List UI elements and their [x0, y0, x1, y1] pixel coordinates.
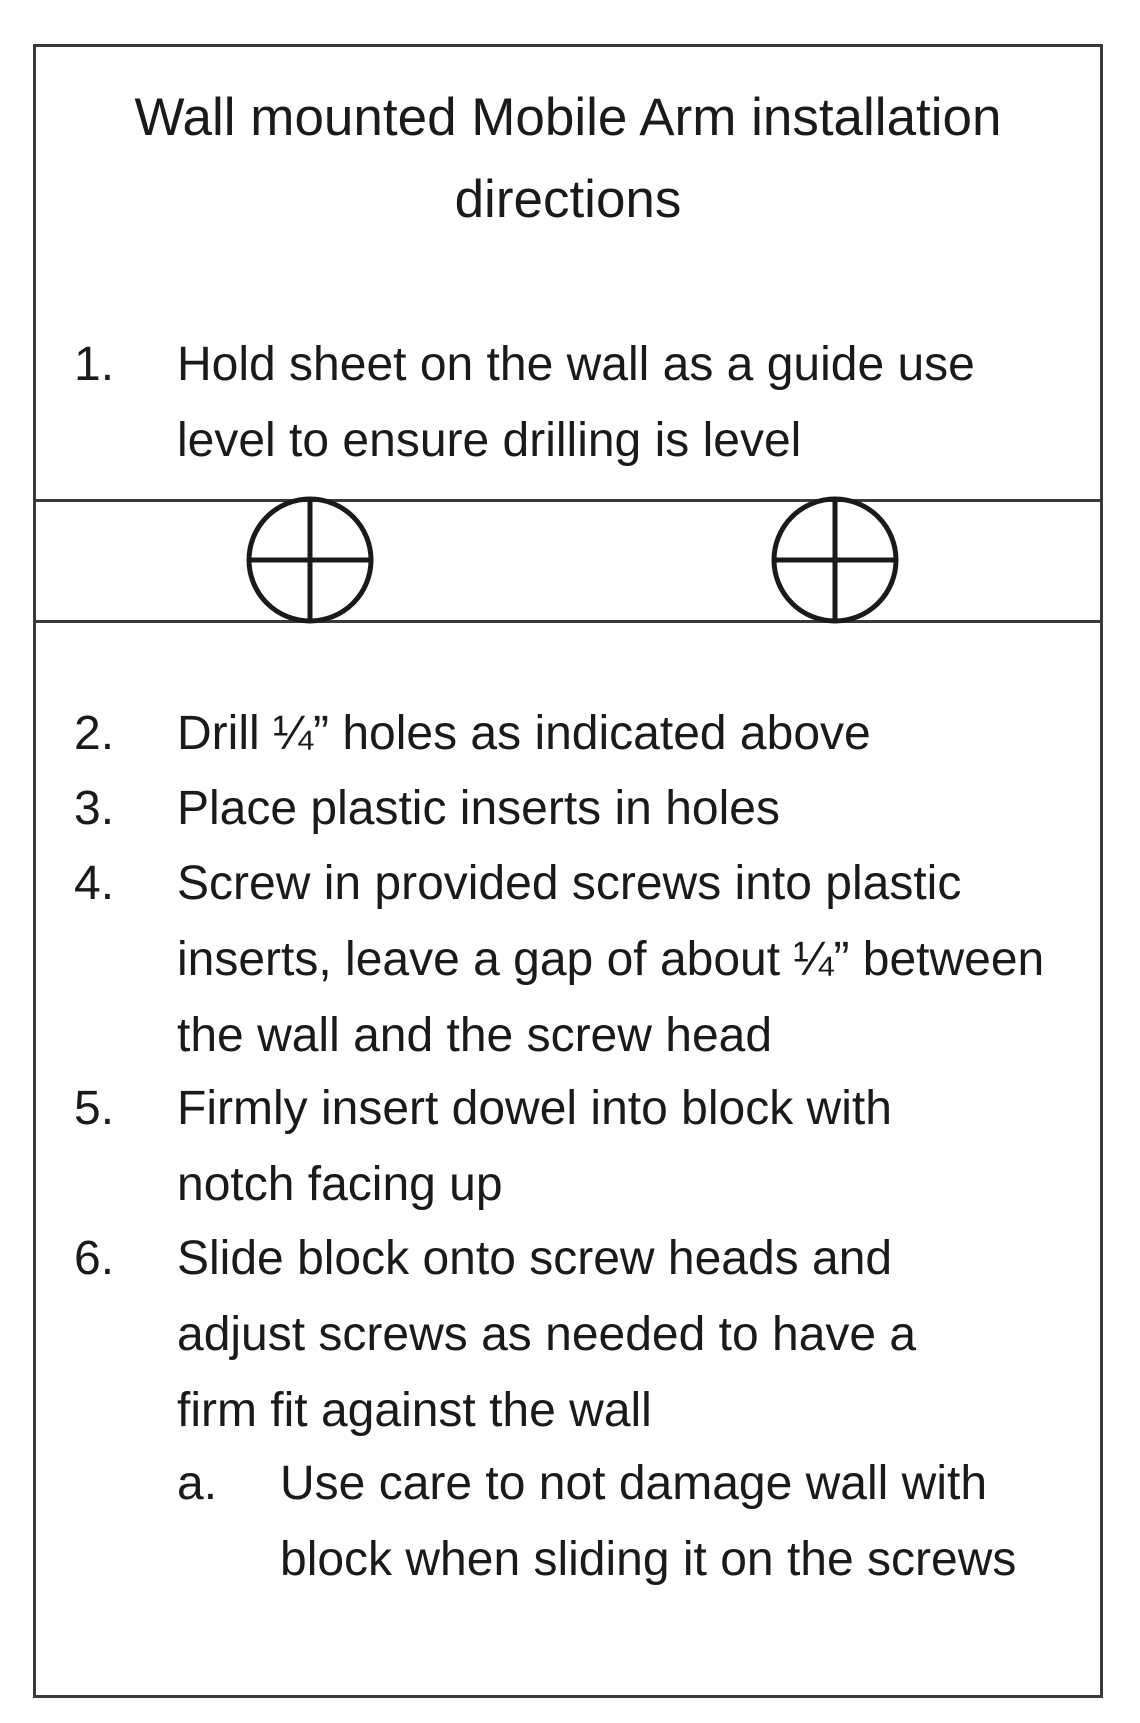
step-text: Slide block onto screw heads and adjust screws as needed to have a firm fit against the wall — [177, 1232, 917, 1437]
drill-guide-top-line — [36, 499, 1100, 502]
step-text: Place plastic inserts in holes — [177, 782, 780, 835]
step-text: Screw in provided screws into plastic inserts, leave a gap of about ¼” between the wall and the screw head — [177, 857, 1045, 1062]
substep-letter: a. — [177, 1457, 218, 1510]
drill-guide-bottom-line — [36, 620, 1100, 623]
step-text: Hold sheet on the wall as a guide use level to ensure drilling is level — [177, 338, 975, 467]
step-number: 4. — [74, 857, 115, 910]
instruction-sheet — [33, 44, 1103, 1698]
step-number: 2. — [74, 707, 115, 760]
step-number: 3. — [74, 782, 115, 835]
step-text: Drill ¼” holes as indicated above — [177, 707, 871, 760]
step-number: 6. — [74, 1232, 115, 1285]
page-title: Wall mounted Mobile Arm installation directions — [134, 88, 1002, 229]
step-text: Firmly insert dowel into block with notch facing up — [177, 1082, 892, 1211]
substep-text: Use care to not damage wall with block when sliding it on the screws — [280, 1457, 1017, 1586]
step-number: 5. — [74, 1082, 115, 1135]
step-number: 1. — [74, 338, 115, 391]
